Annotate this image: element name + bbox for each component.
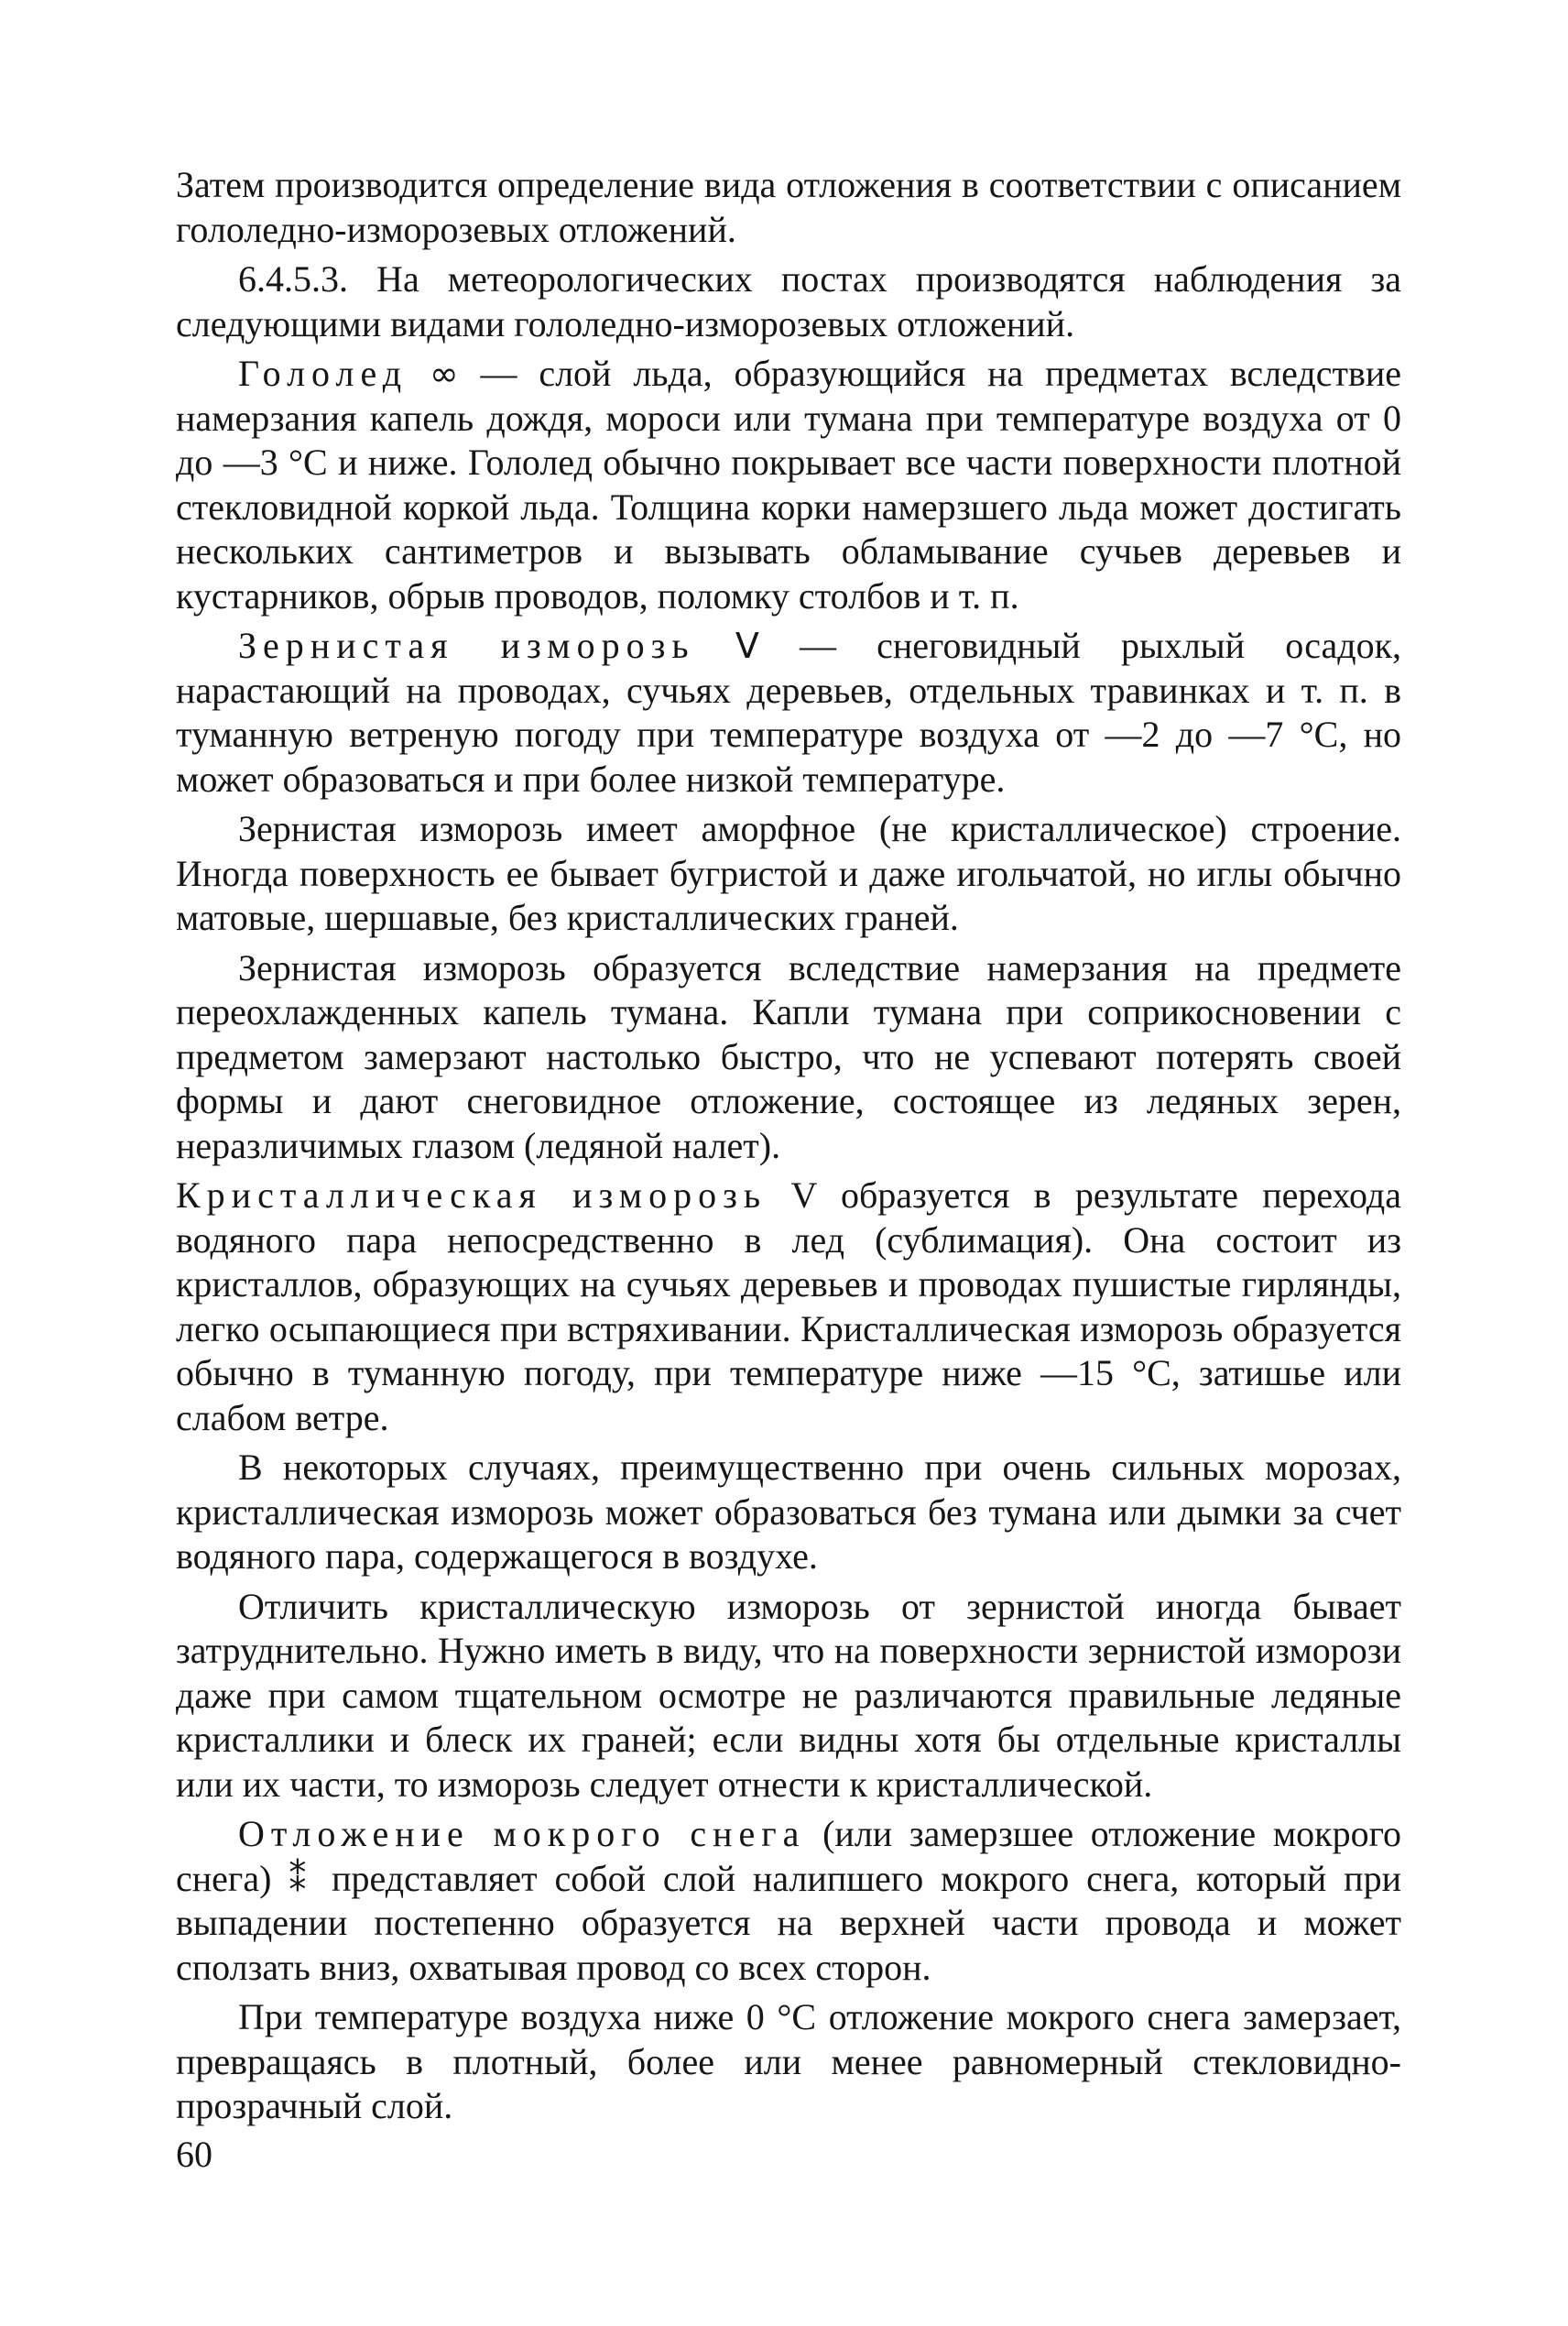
- wet-snow-parenthetical: (или замерзшее отложение мокрого снега): [176, 1813, 1401, 1899]
- paragraph-glaze: [176, 352, 1401, 618]
- paragraph-rime-formation: Зернистая изморозь образуется вследствие намерзания на предмете переохлажденных капель тумана. Капли тумана при соприкосновении с предметом замерзают настолько быстро, что не успевают потерять своей формы и дают снеговидное отложение, состоящее из ледяных зерен, неразличимых глазом (ледяной налет).: [176, 946, 1401, 1166]
- wet-snow-description: представляет собой слой налипшего мокрого снега, который при выпадении постепенно образуется на верхней части провода и может сползать вниз, охватывая провод со всех сторон.: [176, 1857, 1401, 1988]
- term-wet-snow: Отложение мокрого снега: [238, 1813, 806, 1854]
- paragraph-rime-crystalline: [176, 1174, 1401, 1440]
- document-page: [176, 163, 1401, 2135]
- term-rime-crystalline: Кристаллическая изморозь: [176, 1174, 768, 1216]
- rime-granular-symbol-icon: V: [735, 626, 759, 666]
- paragraph-rime-granular: [176, 624, 1401, 802]
- glaze-symbol-icon: ∞: [429, 354, 459, 394]
- rime-granular-description: — снеговидный рыхлый осадок, нарастающий на проводах, сучьях деревьев, отдельных травинках и т. п. в туманную ветреную погоду при температуре воздуха от —2 до —7 °С, но может образоваться и при более низкой температуре.: [176, 625, 1401, 800]
- glaze-description: — слой льда, образующийся на предметах вследствие намерзания капель дождя, мороси или тумана при температуре воздуха от 0 до —3 °С и ниже. Гололед обычно покрывает все части поверхности плотной стекловидной коркой льда. Толщина корки намерзшего льда может достигать нескольких сантиметров и вызывать обламывание сучьев деревьев и кустарников, обрыв проводов, поломку столбов и т. п.: [176, 353, 1401, 617]
- paragraph-wet-snow-freezing: При температуре воздуха ниже 0 °С отложение мокрого снега замерзает, превращаясь в плотный, более или менее равномерный стекловидно-прозрачный слой.: [176, 1996, 1401, 2126]
- wet-snow-symbol-icon: ⁑: [289, 1858, 315, 1899]
- term-glaze: Гололед: [238, 353, 408, 394]
- paragraph-rime-structure: Зернистая изморозь имеет аморфное (не кристаллическое) строение. Иногда поверхность ее бывает бугристой и даже игольчатой, но иглы обычно матовые, шершавые, без кристаллических граней.: [176, 808, 1401, 938]
- rime-crystalline-description: образуется в результате перехода водяного пара непосредственно в лед (сублимация). Она состоит из кристаллов, образующих на сучьях деревьев и проводах пушистые гирлянды, легко осыпающиеся при встряхивании. Кристаллическая изморозь образуется обычно в туманную погоду, при температуре ниже —15 °С, затишье или слабом ветре.: [176, 1174, 1402, 1438]
- page-number: 60: [176, 2134, 212, 2175]
- paragraph-rime-frost: В некоторых случаях, преимущественно при очень сильных морозах, кристаллическая изморозь может образоваться без тумана или дымки за счет водяного пара, содержащегося в воздухе.: [176, 1447, 1401, 1577]
- paragraph-wet-snow: [176, 1812, 1401, 1990]
- rime-crystalline-symbol-icon: V: [790, 1174, 817, 1216]
- paragraph-intro: Затем производится определение вида отложения в соответствии с описанием гололедно-изморозевых отложений.: [176, 164, 1401, 250]
- paragraph-rime-distinguish: Отличить кристаллическую изморозь от зернистой иногда бывает затруднительно. Нужно иметь в виду, что на поверхности зернистой изморози даже при самом тщательном осмотре не различаются правильные ледяные кристаллики и блеск их граней; если видны хотя бы отдельные кристаллы или их части, то изморозь следует отнести к кристаллической.: [176, 1585, 1401, 1805]
- paragraph-section-6-4-5-3: 6.4.5.3. На метеорологических постах производятся наблюдения за следующими видами гололедно-изморозевых отложений.: [176, 258, 1401, 344]
- term-rime-granular: Зернистая изморозь: [238, 625, 695, 666]
